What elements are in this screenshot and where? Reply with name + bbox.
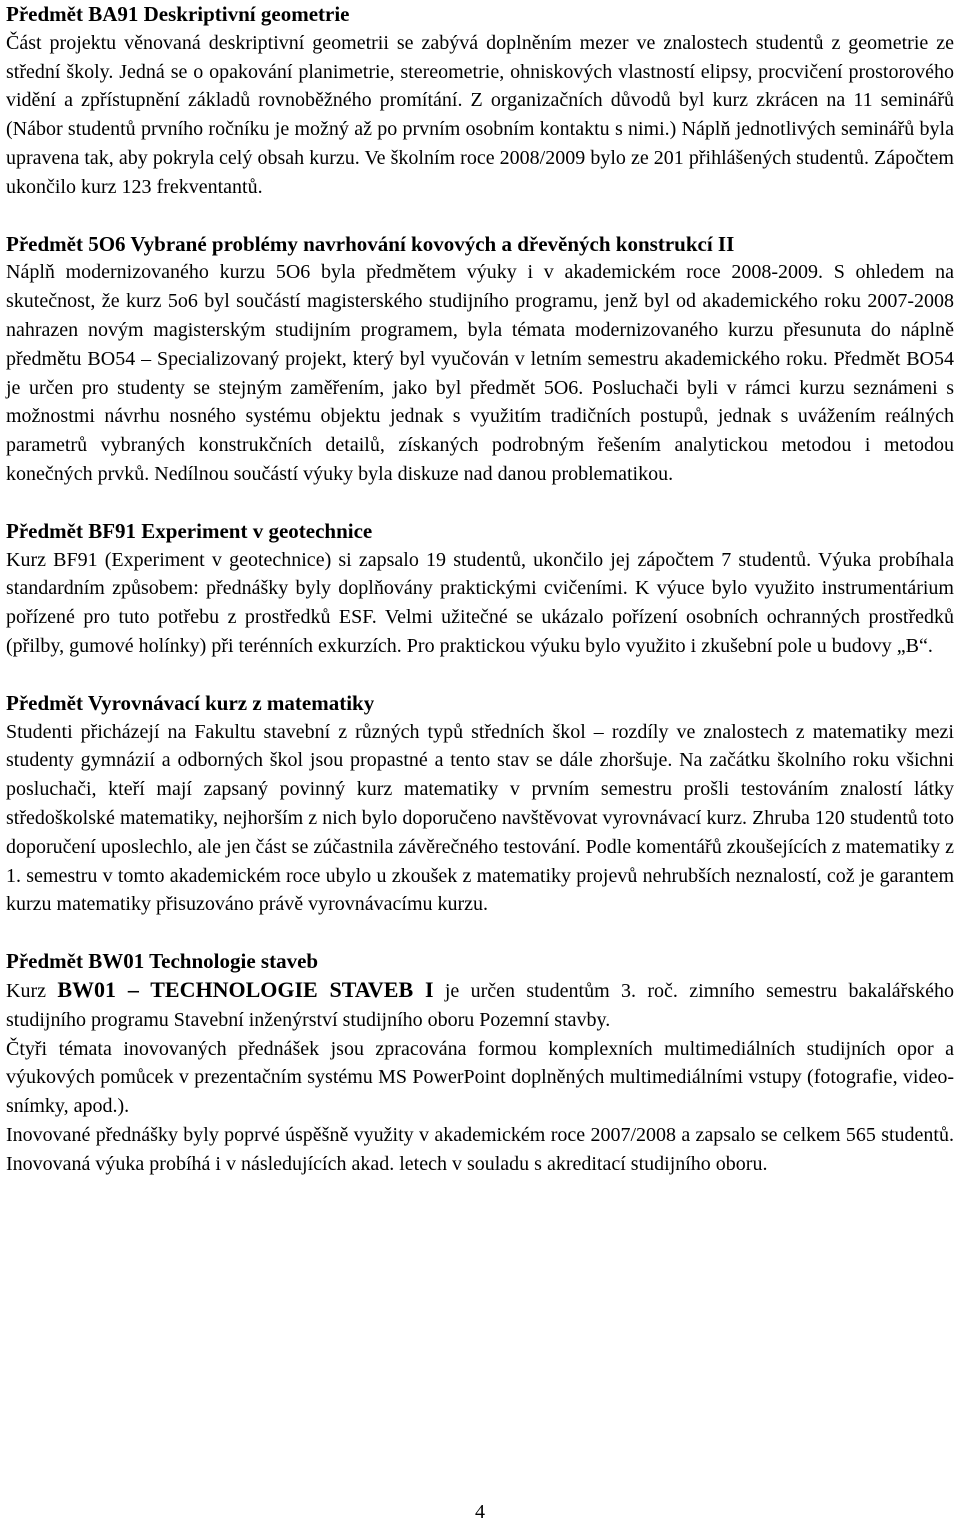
section-heading: Předmět BF91 Experiment v geotechnice: [6, 518, 373, 543]
page-number: 4: [475, 1501, 485, 1523]
intro-suffix: je určen studentům 3. roč. zimního semestru bakalářského studijního programu Stavební inženýrství studijního oboru Pozemní stavby.: [6, 979, 954, 1031]
section-heading: Předmět BW01 Technologie staveb: [6, 949, 319, 974]
section-ba91: [6, 0, 954, 202]
section-heading: Předmět 5O6 Vybrané problémy navrhování kovových a dřevěných konstrukcí II: [6, 231, 735, 256]
section-heading: Předmět BA91 Deskriptivní geometrie: [6, 2, 350, 26]
section-bf91: [6, 517, 954, 661]
section-paragraph: Část projektu věnovaná deskriptivní geometrii se zabývá doplněním mezer ve znalostech studentů z geometrie ze střední školy. Jedná se o opakování planimetrie, stereometrie, ohniskových vlastností elipsy, procvičení prostorového vidění a zpřístupnění základů rovnoběžného promítání. Z organizačních důvodů byl kurz zkrácen na 11 seminářů (Nábor studentů prvního ročníku je možný až po prvním osobním kontaktu s nimi.) Náplň jednotlivých seminářů byla upravena tak, aby pokryla celý obsah kurzu. Ve školním roce 2008/2009 bylo ze 201 přihlášených studentů. Zápočtem ukončilo kurz 123 frekventantů.: [6, 31, 954, 198]
section-paragraph: Kurz BF91 (Experiment v geotechnice) si zapsalo 19 studentů, ukončilo jej zápočtem 7 studentů. Výuka probíhala standardním způsobem: přednášky byly doplňovány praktickými cvičeními. K výuce bylo využito instrumentárium pořízené pro tuto potřebu z prostředků ESF. Velmi užitečné se ukázalo pořízení osobních ochranných prostředků (přilby, gumové holínky) při terénních exkurzích. Pro praktickou výuku bylo využito i zkušební pole u budovy „B“.: [6, 548, 954, 657]
section-heading: Předmět Vyrovnávací kurz z matematiky: [6, 690, 375, 715]
section-bw01: [6, 947, 954, 1178]
section-5o6: [6, 230, 954, 489]
document-page: [6, 0, 954, 1178]
section-paragraph: Studenti přicházejí na Fakultu stavební z různých typů středních škol – rozdíly ve znalostech z matematiky mezi studenty gymnázií a odborných škol jsou propastné a tento stav se dále zhoršuje. Na začátku školního roku všichni posluchači, kteří mají zapsaný povinný kurz matematiky v prvním semestru prošli testováním znalostí látky středoškolské matematiky, nejhorším z nich bylo doporučeno navštěvovat vyrovnávací kurz. Zhruba 120 studentů toto doporučení uposlechlo, ale jen část se zúčastnila závěrečného testování. Podle komentářů zkoušejících z matematiky z 1. semestru v tomto akademickém roce ubylo u zkoušek z matematiky projevů nehrubších neznalostí, což je garantem kurzu matematiky přisuzováno právě vyrovnávacímu kurzu.: [6, 720, 954, 916]
section-paragraph: Inovované přednášky byly poprvé úspěšně využity v akademickém roce 2007/2008 a zapsalo se celkem 565 studentů. Inovovaná výuka probíhá i v následujících akad. letech v souladu s akreditací studijního oboru.: [6, 1123, 954, 1175]
section-math-course: [6, 689, 954, 919]
section-intro-paragraph: [6, 976, 954, 1035]
section-paragraph: Čtyři témata inovovaných přednášek jsou zpracována formou komplexních multimediálních studijních opor a výukových pomůcek v prezentačním systému MS PowerPoint doplněných multimediálními vstupy (fotografie, video-snímky, apod.).: [6, 1037, 954, 1118]
intro-prefix: Kurz: [6, 979, 58, 1002]
section-paragraph: Náplň modernizovaného kurzu 5O6 byla předmětem výuky i v akademickém roce 2008-2009. S ohledem na skutečnost, že kurz 5o6 byl součástí magisterského studijního programu, jenž byl od akademického roku 2007-2008 nahrazen novým magisterským studijním programem, byla témata modernizovaného kurzu přesunuta do náplně předmětu BO54 – Specializovaný projekt, který byl vyučován v letním semestru akademického roku. Předmět BO54 je určen pro studenty se stejným zaměřením, jako byl předmět 5O6. Posluchači byli v rámci kurzu seznámeni s možnostmi návrhu nosného systému objektu jednak s využitím tradičních postupů, jednak s uvážením reálných parametrů vybraných konstrukčních detailů, získaných podrobným řešením analytickou metodou i metodou konečných prvků. Nedílnou součástí výuky byla diskuze nad danou problematikou.: [6, 261, 954, 485]
intro-course-code: BW01 – TECHNOLOGIE STAVEB I: [57, 976, 434, 1002]
